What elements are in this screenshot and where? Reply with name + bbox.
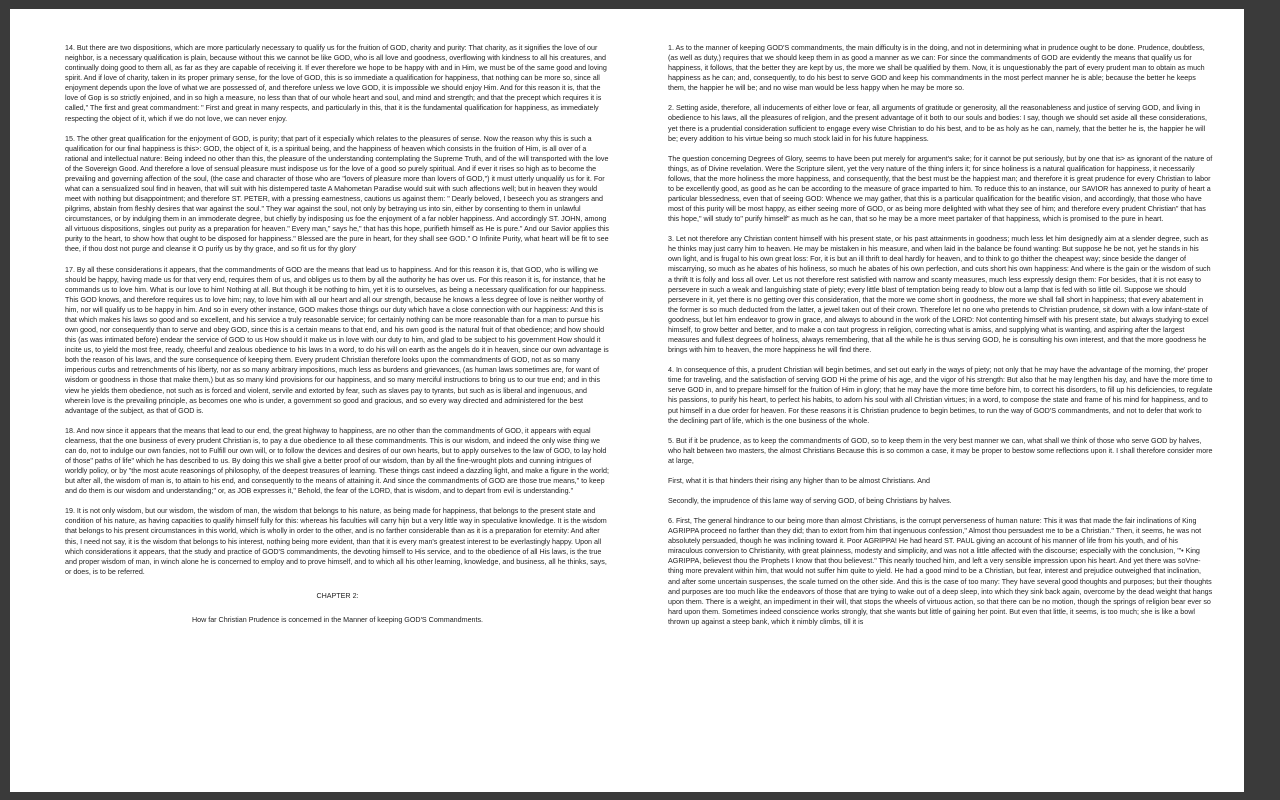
right-column (668, 43, 1213, 783)
paragraph-question: The question concerning Degrees of Glory, seems to have been put merely for argument's sake; for it cannot be put seriously, but by one that is> as ignorant of the nature of things, as of Divine revelation. Were the Scripture silent, yet the very nature of the thing infers it; for since holiness is a natural qualification for happiness, it necessarily follows, that the more holiness the more happiness, and consequently, that the best must be the happiest man; and therefore it is great prudence for every Christian to labor to be excellently good, as good as he can be according to the measure of grace imparted to him. To reduce this to an instance, our SAVIOR has annexed to purity of heart a particular blessedness, even that of seeing GOD: Whence we may gather, that this is a particular qualification for the beatific vision, and accordingly, that those who have most of this purity will be most happy, as either seeing more of GOD, or as being more delighted with what they see of him; and therefore every prudent Christian" that has this hope," will study to" purify himself" as much as he can, that so he may be a more meet partaker of that happiness, which is promised to the pure in heart. (668, 154, 1213, 224)
paragraph-5: 5. But if it be prudence, as to keep the commandments of GOD, so to keep them in the very best manner we can, what shall we think of those who serve GOD by halves, who halt between two masters, the almost Christians Because this is so common a case, it may be proper to bestow some reflections upon it. I shall therefore consider more at large, (668, 436, 1213, 465)
paragraph-19: 19. It is not only wisdom, but our wisdom, the wisdom of man, the wisdom that belongs to his nature, as being made for happiness, that belongs to the present state and condition of his nature, as having capacities to qualify himself fully for this: whereas his faculties will carry hijn but a very little way in speculative knowledge. It is the wisdom that belongs to his present circumstances in this world, which is wholly in order to the other, and is no farther considerable than as it is a preparation for eternity: And after this, I need not say, it is the wisdom that belongs to his interest, nothing being more evident, than that it is every man's greatest interest to be everlastingly happy. Upon all which considerations it appears, that the study and practice of GOD'S commandments, the devoting himself to His service, and to the obedience of all His laws, is the true and proper wisdom of man, in winch alone he is concerned to employ and to prove himself, and to which all his other learning, knowledge, and business, all he thinks, says, or does, is to be referred. (65, 507, 607, 576)
paragraph-3: 3. Let not therefore any Christian content himself with his present state, or his past attainments in goodness; much less let him designedly aim at a slender degree, such as he thinks may just carry him to heaven. He may be mistaken in his measure, and when laid in the balance be found wanting: But suppose he be not, yet he stands in his own light, and is frugal to his own great loss: For, it is but an ill thrift to deal hardly for heaven, and to think to go thither the cheapest way; since beside the danger of miscarrying, so much as he abates of his holiness, so much he abates of his own perfection, and cuts short his own happiness: And where is the gain or the wisdom of such a thrift It is folly and loss all over. Let us not therefore rest satisfied with narrow and scanty measures, much less expressly design them: For besides, that it is not easy to persevere in such a weak and languishing state of piety; every little blast of temptation being ready to blow out a lamp that is fed with so little oil. Suppose we should persevere in it, yet there is no getting over this consideration, that the more we come short in goodness, the more we shall fall short in happiness; that every abatement in the former is so much deducted from the latter, a jewel taken out of their crown. Therefore let no one who pretends to Christian prudence, sit down with a low infant-state of goodness, but let him endeavor to grow in grace, and always to abound in the work of the LORD: Not contenting himself with his present state, but always studying to excel himself, to grow better and better, and to make a con taut progress in religion, correcting what is amiss, and supplying what is wanting, and aspiring after the largest measures and fullest degrees of holiness, always remembering, that all the while he is thus serving GOD, he is consulting his own interest, and that the more goodness he brings with him to heaven, the more happiness he will find there. (668, 235, 1211, 355)
paragraph-17: 17. By all these considerations it appears, that the commandments of GOD are the means that lead us to happiness. And for this reason it is, that GOD, who is willing we should be happy, having made us for that very end, requires them of us, and obliges us to them by all the authority he has over us. For this reason it is, for instance, that he commands us to love him. What is our love to him! Nothing at all. But though it be nothing to him, yet it is to ourselves, as being a necessary qualification for our happiness. This GOD knows, and therefore requires us to love him; nay, to love him with all our heart and all our strength, because he knows a less degree of love is neither worthy of him, nor will qualify us to be happy in him. And so in every other instance, GOD makes those things our duty which have a close connection with our happiness: And this is that which makes his laws so good and so excellent, and his service a truly reasonable service; for certainly nothing can be more reasonable than for a man to pursue his own good, nor consequently than to serve and obey GOD, since this is a certain means to that end, and his own good is the natural fruit of that obedience; and how should this (as was intimated before) endear the service of GOD to us How should it make us in love with our duty to him, and glad to be subject to his government How should it incite us, to yield the most free, ready, cheerful and zealous obedience to his laws In a word, to do his will on earth as the angels do it in heaven, since our own advantage is both the reason of his laws, and the sure consequence of keeping them. Every prudent Christian therefore looks upon the commandments of GOD, not as so many imperious curbs and retrenchments of his liberty, nor as so many arbitrary impositions, much less as burdens and grievances, (as human laws sometimes are, for want of wisdom or goodness in those that make them,) but as so many kind provisions for our happiness, and so many merciful instructions to bring us to our true end; and in this view he yields them obedience, not such as is forced and violent, servile and extorted by fear, such as slaves pay to tyrants, but such as is liberal and ingenuous, and wherein love is the prevailing principle, as becomes one who is under, a government so good and gracious, and so every way directed and administered for the best advantage of the subject, as that of GOD is. (65, 265, 609, 415)
chapter-heading: CHAPTER 2: (316, 591, 359, 600)
chapter-title: How far Christian Prudence is concerned in the Manner of keeping GOD'S Commandments. (191, 615, 484, 624)
paragraph-1: 1. As to the manner of keeping GOD'S commandments, the main difficulty is in the doing, and not in determining what in prudence ought to be done. Prudence, doubtless, (as well as duty,) requires that we should keep them in as good a manner as we can: For since the commandments of GOD are evidently the means that qualify us for happiness, it follows, that the better they are kept by us, the more we shall be qualified by them. Now, it is unquestionably the part of every prudent man to obtain as much happiness as he can; and, consequently, to do his best to serve GOD and keep his commandments in the most perfect manner he is able; because the better he keeps them, the happier he will be; and no wise man would be less happy when he may be more so. (668, 44, 1205, 93)
paragraph-second: Secondly, the imprudence of this lame way of serving GOD, of being Christians by halves. (668, 496, 952, 505)
paragraph-2: 2. Setting aside, therefore, all inducements of either love or fear, all arguments of gratitude or generosity, all the reasonableness and justice of serving GOD, and living in obedience to his laws, all the pleasures of religion, and the present advantage of it both to our souls and bodies: I say, though we should set aside all these considerations, yet there is a prudential consideration sufficient to engage every wise Christian to do his best, and to be as holy as he can, namely, that the better he is, the happier he will be; every addition to his virtue being so much stock laid in for his future happiness. (668, 104, 1207, 143)
document-spread (10, 9, 1244, 792)
left-column (65, 43, 610, 783)
paragraph-18: 18. And now since it appears that the means that lead to our end, the great highway to happiness, are no other than the commandments of GOD, it appears with equal clearness, that the one business of every prudent Christian is, to pay a due obedience to all these commandments. This is our wisdom, and indeed the only wise thing we can do, not to indulge our own fancies, not to Fulfill our own will, or to follow the devices and desires of our own hearts, but to apply ourselves to the law of GOD, to lay hold of those" paths of life" which he has described to us. By doing this we shall give a better proof of our wisdom, than by all the fine-wrought plots and cunning intrigues of worldly policy, or by "the most acute reasonings of philosophy, of the deepest treasures of learning. These things cast indeed a dazzling light, and make a figure in the world; but after all, the wisdom of man is, to attain to his end, and consequently to the means of attaining it. And since the commandments of GOD are those true means," to keep and do them is our wisdom and understanding;" or, as JOB expresses it," Behold, the fear of the LORD, that is wisdom, and to depart from evil is understanding." (65, 426, 609, 496)
paragraph-4: 4. In consequence of this, a prudent Christian will begin betimes, and set out early in the ways of piety; not only that he may have the advantage of the morning, the' proper time for traveling, and the satisfaction of serving GOD Hi the prime of his age, and the vigor of his strength: But also that he may lengthen his day, and have the more time to serve GOD in, and to prepare himself for the fruition of Him in glory; that he may have the more time before him, to correct his disorders, to fill up his deficiencies, to regulate his passions, to purify his heart, to perfect his habits, to adorn his soul with all Christian virtues; in a word, to compose the state and frame of his mind for happiness, and to put himself in a due order for heaven. For these reasons it is Christian prudence to begin betimes, to run the way of GOD'S commandments, and not to defer that work to the declining part of life, which is the one business of the whole. (668, 366, 1213, 425)
paragraph-14: 14. But there are two dispositions, which are more particularly necessary to qualify us for the fruition of GOD, charity and purity: That charity, as it signifies the love of our neighbor, is a necessary qualification is plain, because without this we cannot be like GOD, who is all love and goodness, overflowing with kindness to all his creatures, and continually doing good to them all, as far as they are capable of receiving it. If ever therefore we hope to be happy with and in Him, we must be of the same good and loving spirit. And if love of charity, taken in its proper primary sense, for the love of GOD, this is so immediate a qualification for happiness, that nothing can be more so, since all enjoyment depends upon the love of what we are possessed of, and therefore unless we love GOD, it is impossible we should enjoy Him. And for this reason it is, that the love of Gop is so strictly enjoined, and in so high a measure, no less than that of our whole heart and soul, and mind and strength; and that the precept which requires it is called," The first and great commandment: " First and great in many respects, and particularly in this, that it is the fundamental qualification for happiness, as immediately respecting the object of it, which if we do not love, we can never enjoy. (65, 44, 607, 123)
paragraph-15: 15. The other great qualification for the enjoyment of GOD, is purity; that part of it especially which relates to the pleasures of sense. Now the reason why this is such a qualification for our final happiness is this>: GOD, the object of it, is a spiritual being, and the happiness of heaven which consists in the fruition of Him, is all over of a rational and intellectual nature: Being indeed no other than this, the pleasure of the understanding contemplating the Supreme Truth, and of the will transported with the love of the Sovereign Good. And therefore a love of sensual pleasure must indispose us for the love of a good so purely spiritual. And if ever it rises so high as to become the prevailing and governing affection of the soul, (the case and character of those who are "lovers of pleasure more than lovers of GOD,") it must utterly unqualify us for it. For what can a sensualized soul find in heaven, that will suit with his distempered taste A Mahometan Paradise would suit with such affections well; but in heaven they would meet with nothing but disappointment; and therefore ST. PETER, with a pressing earnestness, cautions us against them: " Dearly beloved, I beseech you as strangers and pilgrims, abstain from fleshly desires that war against the soul." They war against the soul, not only by betraying us into sin, either by consenting to them in unlawful circumstances, or by indulging them in an immoderate degree, but chiefly by indisposing us foe the enjoyment of a far nobler happiness. And accordingly ST. JOHN, among all virtuous dispositions, singles out purity as a preparation for heaven." Every man," says he," that has this hope, purifieth himself as He is pure." And our Savior applies this purity to the heart, to show how that ought to be disposed for happiness." Blessed are the pure in heart, for they shall see GOD." O Infinite Purity, what heart will be fit to see thee, if thou dost not purge and cleanse it O purify us by thy grace, and so fit us for thy glory' (65, 134, 609, 254)
paragraph-first: First, what it is that hinders their rising any higher than to be almost Christians. And (668, 476, 930, 485)
paragraph-6: 6. First, The general hindrance to our being more than almost Christians, is the corrupt perverseness of human nature: This it was that made the fair inclinations of King AGRIPPA proceed no farther than they did; than to extort from him that ingenuous confession," Almost thou persuadest me to be a Christian." Then, it seems, he was not absolutely persuaded, though he was inclining toward it. Poor AGRIPPA! He had heard ST. PAUL giving an account of his manner of life from his youth, and of his miraculous conversion to Christianity, with great plainness, modesty and simplicity, and was not a little affected with the discourse; especially with the conclusion, '"• King AGRIPPA, believest thou the Prophets I know that thou believest." This nearly touched him, and left a very sensible impression upon his heart. And yet there was soVne-thing more prevalent within him, that would not suffer him quite to yield. He had a good mind to be a Christian, but fear, interest and prejudice outweighed that inclination, and after some uncertain suspenses, the scale turned on the other side. And this is the case of too many: They have several good thoughts and purposes; but their thoughts and purposes are too much like the endeavors of those that are trying to wake out of a deep sleep, into which they sink back again, overcome by the dead weight that hangs upon them. There is a weight, an impediment in their will, that stops the wheels of virtuous action, so that there can be no motion, though the springs of religion bear ever so hard upon them. Sometimes indeed conscience works strongly, that she wants but little of gaining her point. But even that little, it seems, is too much; she is like a bowl thrown up against a steep bank, which it nimbly climbs, till it is (668, 517, 1213, 626)
